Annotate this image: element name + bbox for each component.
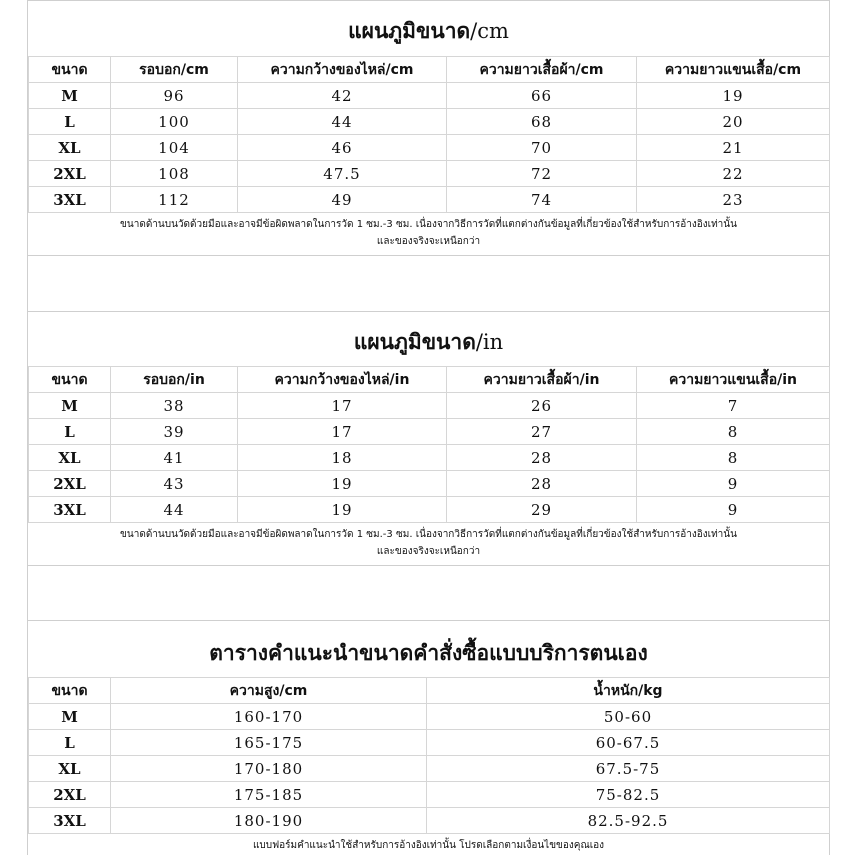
table-row [29,83,830,109]
cell-size: 3XL [29,497,111,523]
section-spacer [28,565,829,621]
cell-size: M [29,393,111,419]
recommendation-block [28,620,829,855]
header-chest: รอบอก/cm [111,57,238,83]
cell-value: 39 [111,419,238,445]
note-line: ขนาดด้านบนวัดด้วยมือและอาจมีข้อผิดพลาดในการวัด 1 ซม.-3 ซม. เนื่องจากวิธีการวัดที่แตกต่างกันข้อมูลที่เกี่ยวข้องใช้สำหรับการอ้างอิงเท่านั้น [120,529,737,540]
cm-size-table [28,56,830,213]
cell-value: 68 [447,109,637,135]
cell-value: 28 [447,471,637,497]
recommendation-title: ตารางคำแนะนำขนาดคำสั่งซื้อแบบบริการตนเอง [209,641,648,665]
header-sleeve: ความยาวแขนเสื้อ/in [637,367,830,393]
table-header-row [29,57,830,83]
table-row [29,730,830,756]
header-weight: น้ำหนัก/kg [427,678,830,704]
header-size: ขนาด [29,57,111,83]
cell-value: 29 [447,497,637,523]
cell-value: 19 [238,497,447,523]
cell-value: 46 [238,135,447,161]
in-table-title [28,326,829,359]
table-row [29,782,830,808]
cell-value: 66 [447,83,637,109]
cell-value: 165-175 [111,730,427,756]
in-size-block [28,311,829,565]
cell-size: 2XL [29,471,111,497]
cell-size: 2XL [29,782,111,808]
cell-value: 44 [238,109,447,135]
table-header-row [29,678,830,704]
in-title-text: แผนภูมิขนาด [353,330,476,354]
table-row [29,704,830,730]
cell-value: 18 [238,445,447,471]
note-line: ขนาดด้านบนวัดด้วยมือและอาจมีข้อผิดพลาดในการวัด 1 ซม.-3 ซม. เนื่องจากวิธีการวัดที่แตกต่างกันข้อมูลที่เกี่ยวข้องใช้สำหรับการอ้างอิงเท่านั้น [120,219,737,230]
header-sleeve: ความยาวแขนเสื้อ/cm [637,57,830,83]
table-row [29,497,830,523]
cell-value: 21 [637,135,830,161]
note-line: และของจริงจะเหนือกว่า [376,236,481,247]
cell-size: XL [29,756,111,782]
cell-value: 9 [637,497,830,523]
header-shoulder: ความกว้างของไหล่/in [238,367,447,393]
table-row [29,756,830,782]
cell-value: 44 [111,497,238,523]
recommendation-table [28,677,830,834]
table-header-row [29,367,830,393]
cm-table-title [28,15,829,48]
cell-value: 75-82.5 [427,782,830,808]
cm-title-unit: /cm [470,19,509,43]
cell-size: L [29,419,111,445]
cell-value: 28 [447,445,637,471]
table-row [29,187,830,213]
cell-value: 70 [447,135,637,161]
cell-value: 43 [111,471,238,497]
cell-value: 112 [111,187,238,213]
cell-value: 23 [637,187,830,213]
cell-value: 19 [238,471,447,497]
header-height: ความสูง/cm [111,678,427,704]
cm-title-text: แผนภูมิขนาด [348,19,471,43]
cell-value: 74 [447,187,637,213]
in-measurement-note [28,526,829,560]
in-size-table [28,366,830,523]
cell-size: M [29,83,111,109]
cell-value: 47.5 [238,161,447,187]
cell-value: 17 [238,419,447,445]
cell-value: 72 [447,161,637,187]
cell-value: 9 [637,471,830,497]
table-row [29,109,830,135]
table-row [29,471,830,497]
cell-value: 170-180 [111,756,427,782]
cell-value: 49 [238,187,447,213]
cell-value: 82.5-92.5 [427,808,830,834]
cell-value: 160-170 [111,704,427,730]
cell-value: 38 [111,393,238,419]
cell-value: 26 [447,393,637,419]
cell-size: L [29,730,111,756]
cell-value: 8 [637,445,830,471]
table-row [29,445,830,471]
section-spacer [28,255,829,312]
cell-size: XL [29,445,111,471]
header-size: ขนาด [29,678,111,704]
cell-size: L [29,109,111,135]
cm-measurement-note [28,216,829,250]
cell-value: 17 [238,393,447,419]
cell-value: 42 [238,83,447,109]
cell-value: 22 [637,161,830,187]
cell-value: 96 [111,83,238,109]
header-size: ขนาด [29,367,111,393]
header-shoulder: ความกว้างของไหล่/cm [238,57,447,83]
header-length: ความยาวเสื้อผ้า/cm [447,57,637,83]
table-row [29,393,830,419]
cell-value: 100 [111,109,238,135]
cell-value: 8 [637,419,830,445]
header-length: ความยาวเสื้อผ้า/in [447,367,637,393]
cell-value: 20 [637,109,830,135]
cell-value: 104 [111,135,238,161]
cell-size: XL [29,135,111,161]
cell-value: 67.5-75 [427,756,830,782]
cell-value: 41 [111,445,238,471]
table-row [29,135,830,161]
header-chest: รอบอก/in [111,367,238,393]
cell-value: 180-190 [111,808,427,834]
cell-value: 50-60 [427,704,830,730]
cell-value: 19 [637,83,830,109]
note-line: และของจริงจะเหนือกว่า [376,546,481,557]
cell-value: 175-185 [111,782,427,808]
table-row [29,419,830,445]
cell-value: 27 [447,419,637,445]
cell-size: M [29,704,111,730]
cell-value: 7 [637,393,830,419]
table-row [29,161,830,187]
cm-size-block [28,0,829,255]
cell-value: 108 [111,161,238,187]
cell-size: 2XL [29,161,111,187]
recommendation-note: แบบฟอร์มคำแนะนำใช้สำหรับการอ้างอิงเท่านั้น โปรดเลือกตามเงื่อนไขของคุณเอง [252,840,605,851]
table-row [29,808,830,834]
size-chart-sheet [27,0,830,855]
cell-size: 3XL [29,187,111,213]
in-title-unit: /in [475,330,504,354]
cell-size: 3XL [29,808,111,834]
cell-value: 60-67.5 [427,730,830,756]
